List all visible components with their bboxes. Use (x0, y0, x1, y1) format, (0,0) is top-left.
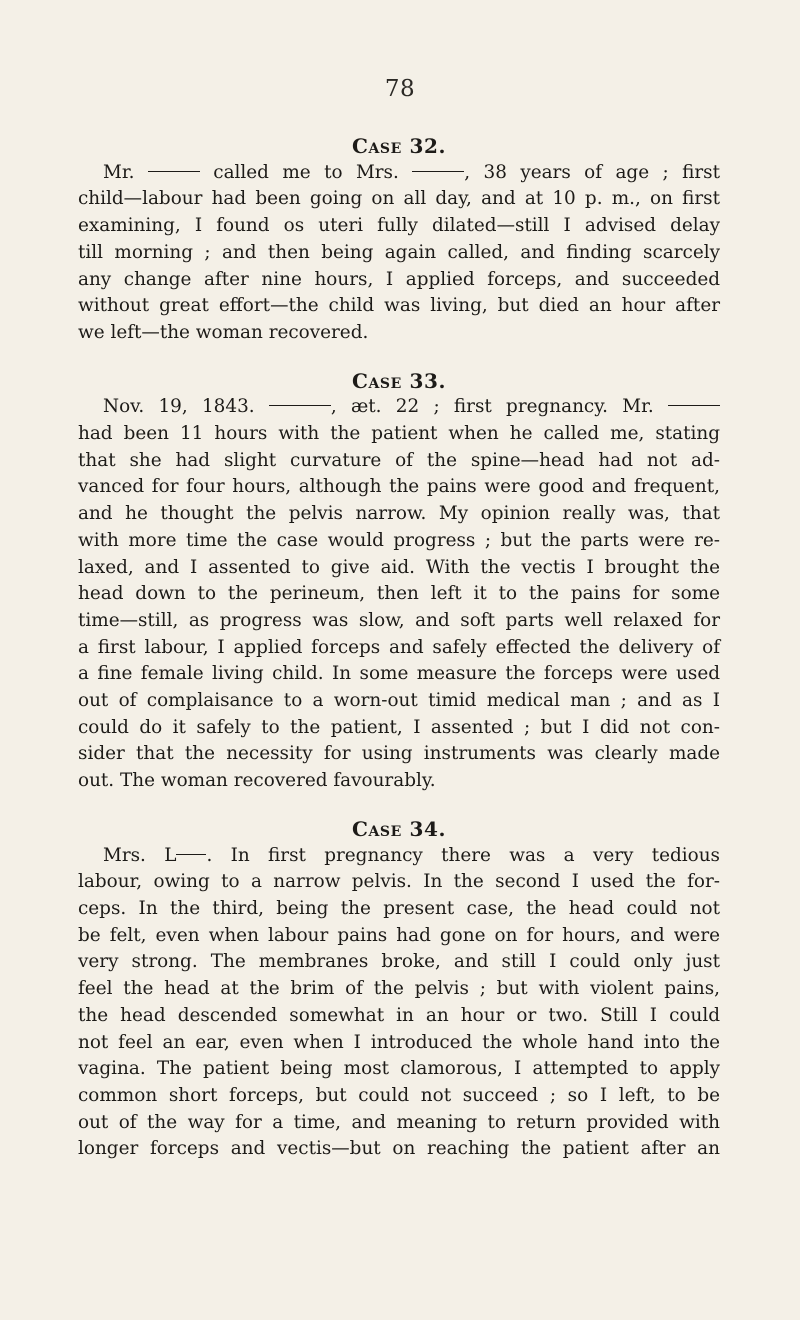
case-32-line: any change after nine hours, I applied forceps, and succeeded (78, 268, 720, 290)
case-32-mr: Mr. (103, 161, 135, 183)
case-32-line: examining, I found os uteri fully dilated—still I advised delay (78, 215, 720, 237)
case-34-line: not feel an ear, even when I introduced the whole hand into the (78, 1031, 720, 1053)
page-number: 78 (384, 76, 416, 102)
case-32-called: called me to Mrs. (213, 161, 399, 183)
page-body (78, 133, 720, 1163)
case-34-line: longer forceps and vectis—but on reaching the patient after an (78, 1138, 720, 1160)
case-33-date: Nov. 19, 1843. (103, 396, 255, 418)
case-33-line: out. The woman recovered favourably. (78, 770, 436, 792)
case-33-line: a first labour, I applied forceps and safely effected the delivery of (78, 636, 720, 658)
case-34-line: common short forceps, but could not succeed ; so I left, to be (78, 1084, 720, 1106)
case-33-line: and he thought the pelvis narrow. My opinion really was, that (78, 503, 720, 525)
case-32-heading: Case 32. (351, 134, 447, 158)
case-34-paragraph (78, 843, 720, 1163)
case-33-line-1 (78, 394, 720, 421)
case-32-line: child—labour had been going on all day, and at 10 p. m., on first (78, 188, 720, 210)
case-33-line: head down to the perineum, then left it to the pains for some (78, 583, 720, 605)
redaction-dash (668, 405, 720, 406)
case-33-line: with more time the case would progress ; but the parts were re- (78, 529, 720, 551)
case-33-paragraph (78, 394, 720, 795)
redaction-dash (176, 854, 206, 855)
case-32-line: without great effort—the child was living, but died an hour after (78, 295, 720, 317)
case-33-line: out of complaisance to a worn-out timid medical man ; and as I (78, 690, 720, 712)
case-33-line: laxed, and I assented to give aid. With the vectis I brought the (78, 556, 720, 578)
case-32-line-1 (78, 160, 720, 187)
case-34-heading: Case 34. (351, 816, 447, 841)
case-34-intro: . In first pregnancy there was a very tedious (206, 844, 720, 866)
case-32-paragraph (78, 160, 720, 347)
case-33-age: , æt. 22 ; first pregnancy. Mr. (330, 396, 654, 418)
case-34-line: feel the head at the brim of the pelvis ; but with violent pains, (78, 978, 720, 1000)
redaction-dash (148, 171, 200, 172)
case-34-line: labour, owing to a narrow pelvis. In the second I used the for- (78, 871, 720, 893)
case-33-line: had been 11 hours with the patient when he called me, stating (78, 423, 720, 445)
case-34-line-1 (78, 843, 720, 870)
case-34-line: the head descended somewhat in an hour or two. Still I could (78, 1004, 720, 1026)
case-32-line: we left—the woman recovered. (78, 321, 369, 343)
case-33-line: could do it safely to the patient, I assented ; but I did not con- (78, 716, 720, 738)
case-33-line: time—still, as progress was slow, and soft parts well relaxed for (78, 609, 720, 631)
redaction-dash (412, 171, 464, 172)
case-34-line: be felt, even when labour pains had gone on for hours, and were (78, 924, 720, 946)
case-33-heading: Case 33. (351, 368, 447, 393)
case-34-line: vagina. The patient being most clamorous, I attempted to apply (78, 1058, 720, 1080)
case-32-age: , 38 years of age ; first (464, 161, 720, 183)
case-33-line: vanced for four hours, although the pains were good and frequent, (78, 476, 720, 498)
case-34-line: very strong. The membranes broke, and still I could only just (78, 951, 720, 973)
case-34-mrs: Mrs. L (103, 844, 177, 866)
case-32-line: till morning ; and then being again called, and finding scarcely (78, 241, 720, 263)
case-34-line: out of the way for a time, and meaning to return provided with (78, 1111, 720, 1133)
case-33-line: that she had slight curvature of the spine—head had not ad- (78, 449, 720, 471)
case-33-line: sider that the necessity for using instruments was clearly made (78, 743, 720, 765)
redaction-dash (269, 405, 331, 406)
case-34-line: ceps. In the third, being the present case, the head could not (78, 897, 720, 919)
case-33-line: a fine female living child. In some measure the forceps were used (78, 663, 720, 685)
